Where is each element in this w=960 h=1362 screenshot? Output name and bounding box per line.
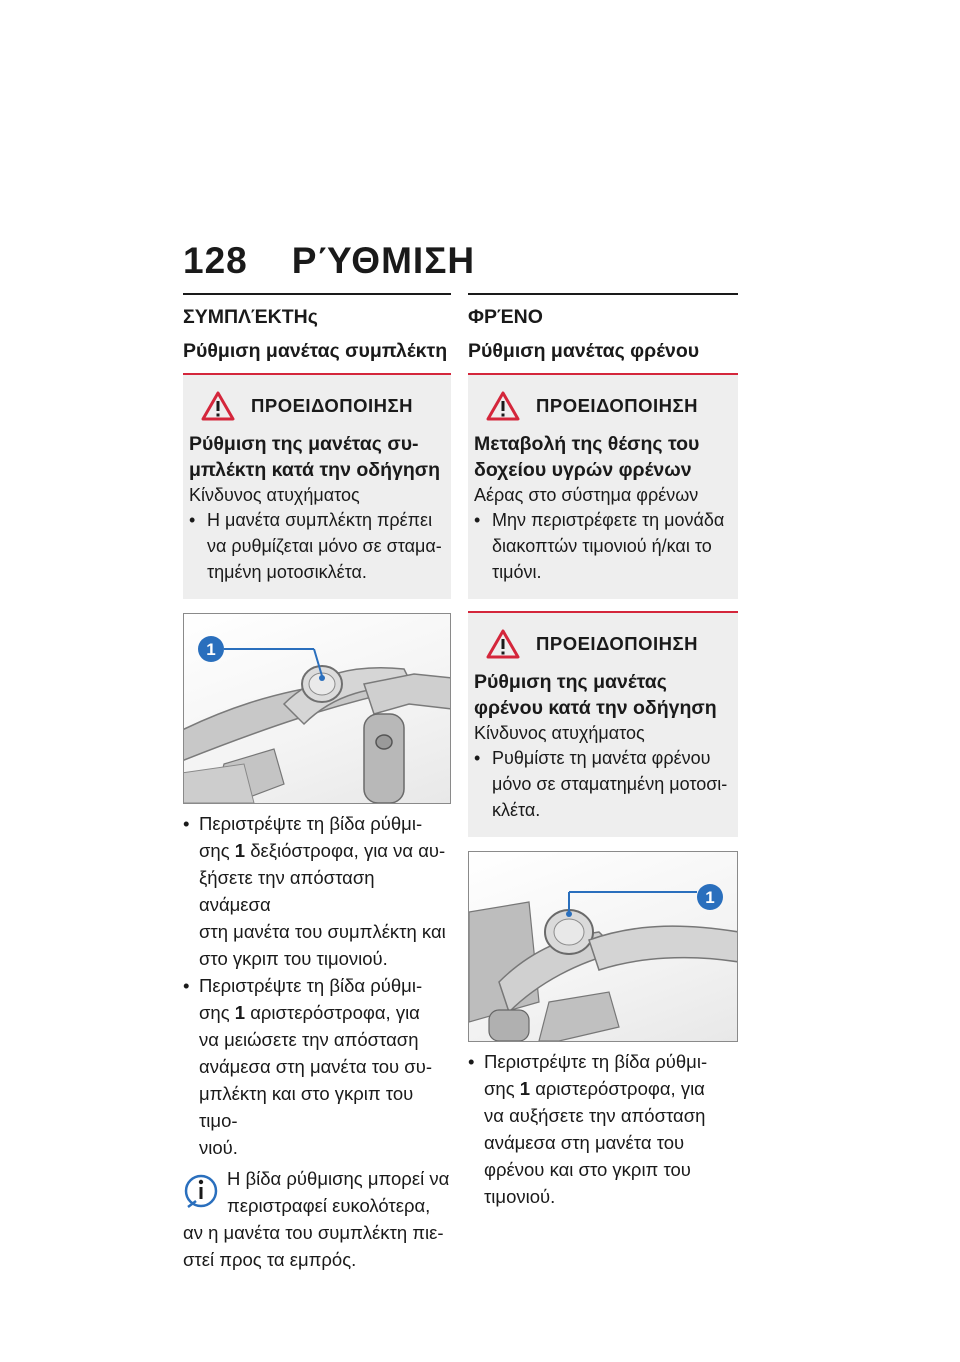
instruction-list: • Περιστρέψτε τη βίδα ρύθμι- σης 1 δεξιόστροφα, για να αυ- ξήσετε την απόσταση ανάμεσα στη μανέτα του συμπλέκτη και στο γκριπ του τιμονιού. • Περιστρέψτε τη βίδα ρύθμι- σης 1 αριστερόστροφα, για να μειώσετε την απόσταση ανάμεσα στη μανέτα του συ- μπλέκτη και στο γκριπ του τιμο- νιού. [183, 810, 451, 1161]
warning-box: ΠΡΟΕΙΔΟΠΟΙΗΣΗ Μεταβολή της θέσης του δοχείου υγρών φρένων Αέρας στο σύστημα φρένων • Μην περιστρέφετε τη μονάδα διακοπτών τιμονιού ή/και το τιμόνι. [468, 373, 738, 599]
page-number: 128 [183, 240, 248, 281]
brake-lever-illustration [469, 852, 738, 1041]
warning-box: ΠΡΟΕΙΔΟΠΟΙΗΣΗ Ρύθμιση της μανέτας συ- μπλέκτη κατά την οδήγηση Κίνδυνος ατυχήματος • Η μανέτα συμπλέκτη πρέπει να ρυθμίζεται μόνο σε σταμα- τημένη μοτοσικλέτα. [183, 373, 451, 599]
info-icon [183, 1169, 219, 1211]
warning-title: Ρύθμιση της μανέτας [474, 671, 667, 693]
warning-hazard: Κίνδυνος ατυχήματος [474, 723, 645, 743]
warning-title: δοχείου υγρών φρένων [474, 459, 692, 481]
section-title: ΦΡΈΝΟ [468, 306, 543, 328]
instruction-list: • Περιστρέψτε τη βίδα ρύθμι- σης 1 αριστερόστροφα, για να αυξήσετε την απόσταση ανάμεσα στη μανέτα του φρένου και στο γκριπ του τιμονιού. [468, 1048, 738, 1210]
warning-bullet: • Η μανέτα συμπλέκτη πρέπει [189, 510, 433, 530]
instruction-step: • Περιστρέψτε τη βίδα ρύθμι- [183, 813, 423, 834]
warning-bullet: • Μην περιστρέφετε τη μονάδα [474, 510, 725, 530]
warning-bullet: • Ρυθμίστε τη μανέτα φρένου [474, 748, 711, 768]
clutch-lever-illustration [184, 614, 451, 803]
figure-callout-number: 1 [705, 888, 715, 907]
warning-label: ΠΡΟΕΙΔΟΠΟΙΗΣΗ [536, 633, 698, 654]
left-column [183, 293, 451, 1273]
warning-hazard: Κίνδυνος ατυχήματος [189, 485, 360, 505]
warning-triangle-icon [486, 391, 520, 421]
section-rule [183, 293, 451, 295]
brake-lever-figure [468, 851, 738, 1042]
warning-triangle-icon [486, 629, 520, 659]
right-column [468, 293, 738, 1210]
warning-title: μπλέκτη κατά την οδήγηση [189, 459, 440, 481]
info-note: Η βίδα ρύθμισης μπορεί να περιστραφεί ευκολότερα, αν η μανέτα του συμπλέκτη πιε- στεί προς τα εμπρός. [183, 1168, 450, 1270]
warning-label: ΠΡΟΕΙΔΟΠΟΙΗΣΗ [536, 395, 698, 416]
section-title: ΣΥΜΠΛΈΚΤΗς [183, 306, 318, 328]
section-subtitle: Ρύθμιση μανέτας φρένου [468, 340, 700, 362]
page-header [183, 240, 475, 282]
instruction-step: • Περιστρέψτε τη βίδα ρύθμι- [468, 1051, 708, 1072]
warning-title: Μεταβολή της θέσης του [474, 433, 700, 455]
figure-callout-number: 1 [206, 640, 216, 659]
warning-hazard: Αέρας στο σύστημα φρένων [474, 485, 699, 505]
warning-triangle-icon [201, 391, 235, 421]
warning-box: ΠΡΟΕΙΔΟΠΟΙΗΣΗ Ρύθμιση της μανέτας φρένου κατά την οδήγηση Κίνδυνος ατυχήματος • Ρυθμίστε τη μανέτα φρένου μόνο σε σταματημένη μοτοσι- κλέτα. [468, 611, 738, 837]
warning-title: φρένου κατά την οδήγηση [474, 697, 717, 719]
section-rule [468, 293, 738, 295]
clutch-lever-figure [183, 613, 451, 804]
instruction-step: • Περιστρέψτε τη βίδα ρύθμι- [183, 975, 423, 996]
section-subtitle: Ρύθμιση μανέτας συμπλέκτη [183, 340, 448, 362]
chapter-title: ΡΎΘΜΙΣΗ [291, 240, 476, 281]
warning-label: ΠΡΟΕΙΔΟΠΟΙΗΣΗ [251, 395, 413, 416]
warning-title: Ρύθμιση της μανέτας συ- [189, 433, 419, 455]
